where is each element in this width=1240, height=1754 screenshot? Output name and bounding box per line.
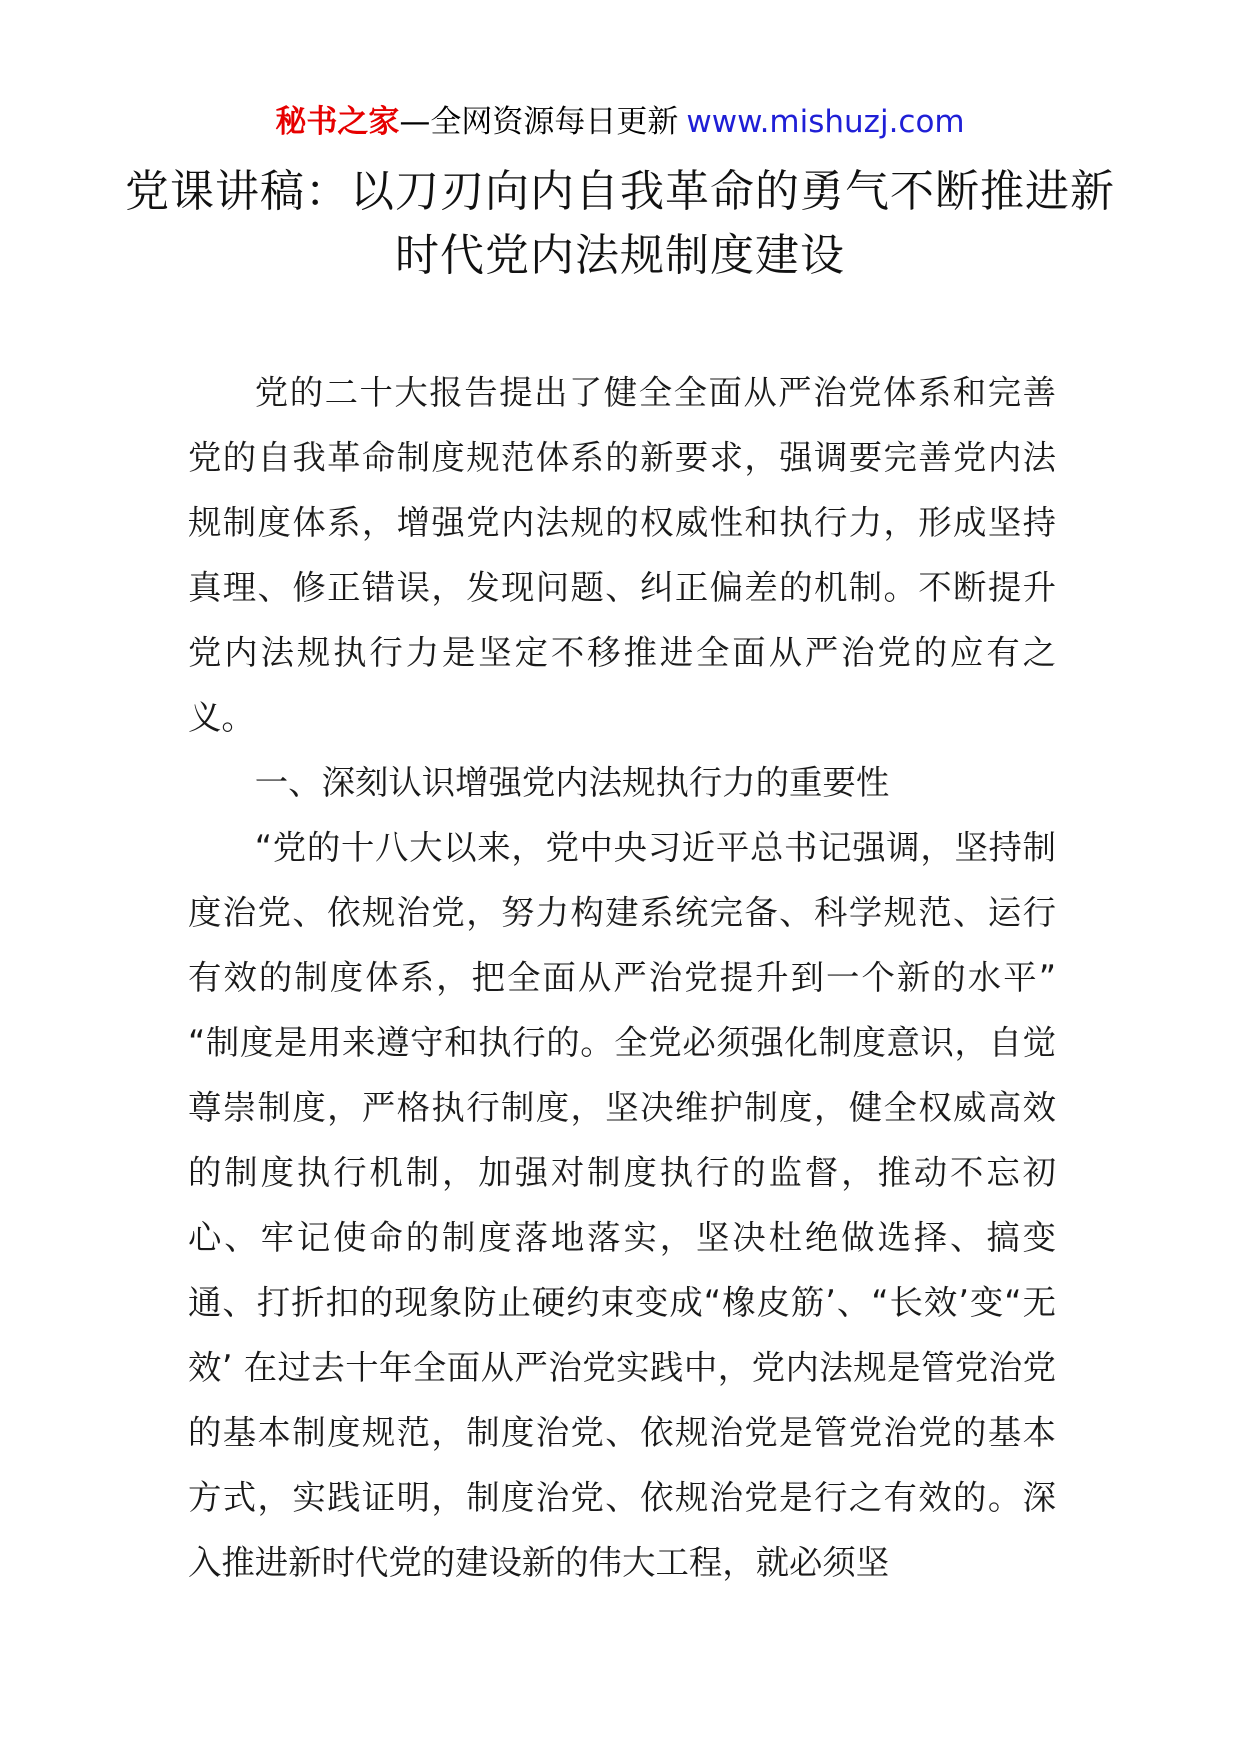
banner-tagline: —全网资源每日更新 (399, 104, 679, 140)
body-paragraph: “党的十八大以来，党中央习近平总书记强调，坚持制度治党、依规治党，努力构建系统完备、科学规范、运行有效的制度体系，把全面从严治党提升到一个新的水平” “制度是用来遵守和执行的。全党必须强化制度意识，自觉尊崇制度，严格执行制度，坚决维护制度，健全权威高效的制度执行机制，加强对制度执行的监督，推动不忘初心、牢记使命的制度落地落实，坚决杜绝做选择、搞变通、打折扣的现象防止硬约束变成“橡皮筋’、“长效’变“无效’ 在过去十年全面从严治党实践中，党内法规是管党治党的基本制度规范，制度治党、依规治党是管党治党的基本方式，实践证明，制度治党、依规治党是行之有效的。深入推进新时代党的建设新的伟大工程，就必须坚 (188, 828, 1056, 1582)
site-banner (0, 100, 1240, 144)
section-heading-1: 一、深刻认识增强党内法规执行力的重要性 (254, 763, 890, 802)
site-url-link[interactable]: www.mishuzj.com (686, 104, 965, 140)
brand-name: 秘书之家 (275, 104, 400, 140)
intro-paragraph: 党的二十大报告提出了健全全面从严治党体系和完善党的自我革命制度规范体系的新要求，强调要完善党内法规制度体系，增强党内法规的权威性和执行力，形成坚持真理、修正错误，发现问题、纠正偏差的机制。不断提升党内法规执行力是坚定不移推进全面从严治党的应有之义。 (188, 373, 1056, 737)
document-title: 党课讲稿：以刀刃向内自我革命的勇气不断推进新时代党内法规制度建设 (125, 166, 1115, 281)
document-body (188, 360, 1056, 1595)
